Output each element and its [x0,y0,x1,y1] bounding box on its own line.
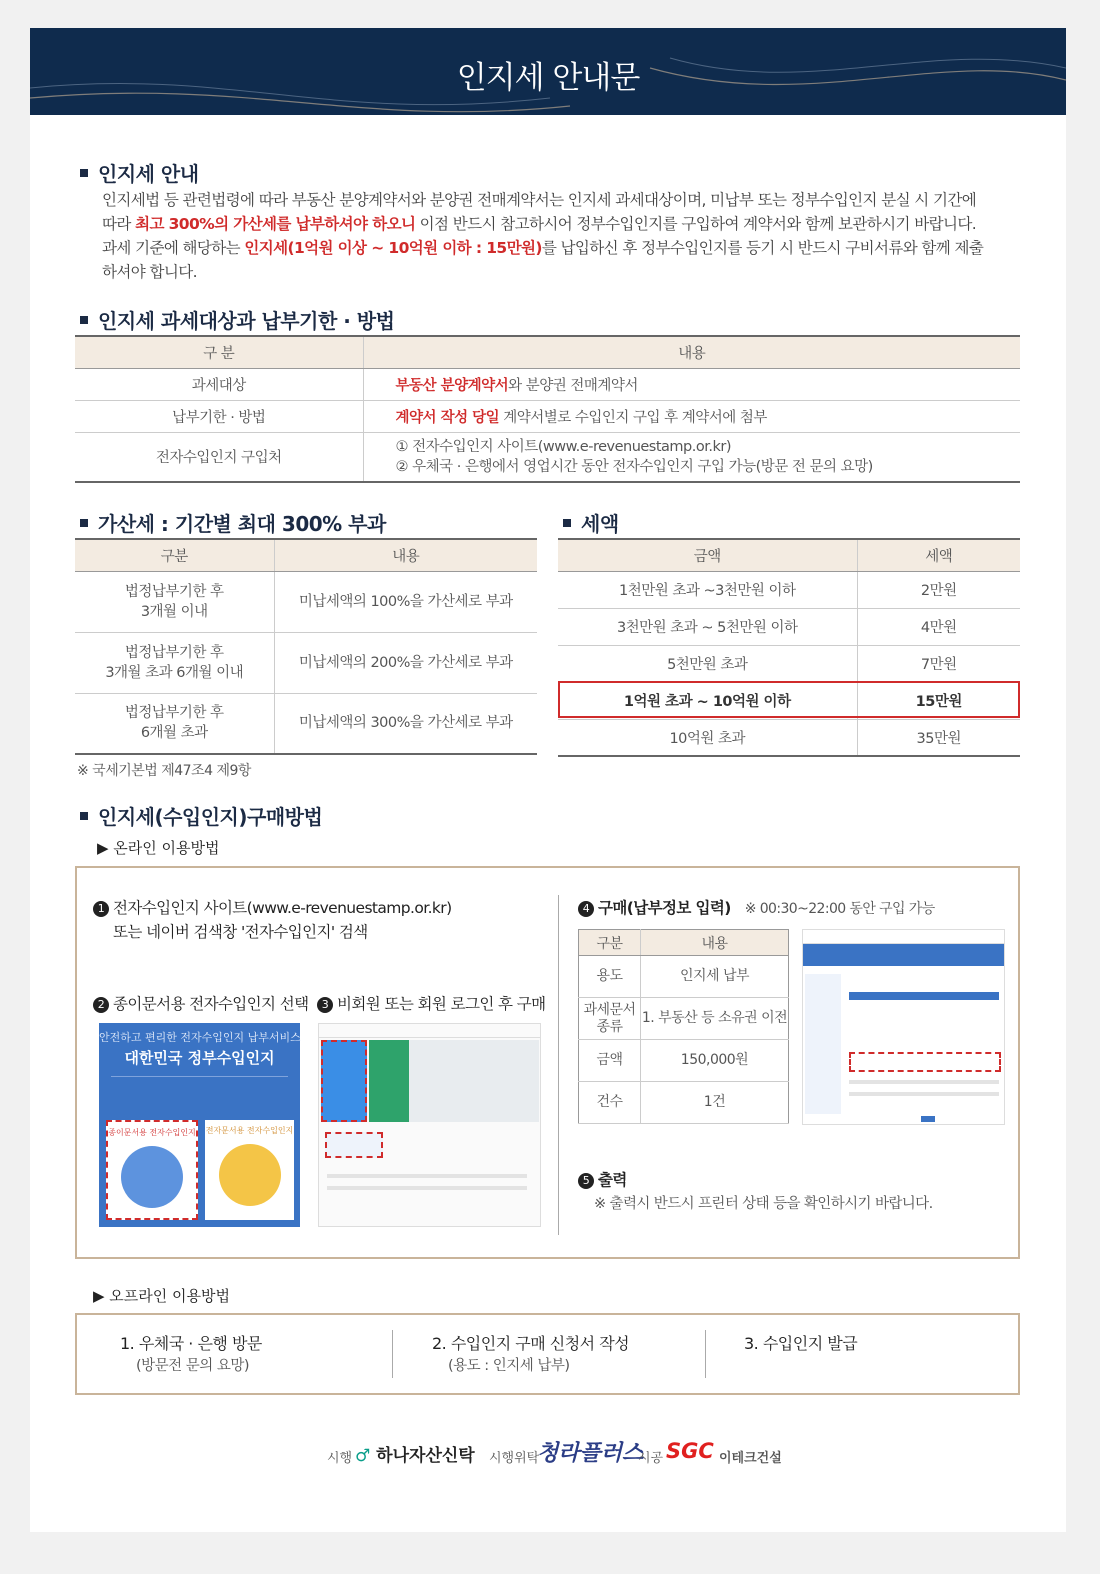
bullet-square-icon [80,316,88,324]
header-banner [30,28,1066,115]
table-row: 용도 인지세 납부 [579,956,789,998]
step-4: 4 구매(납부정보 입력) ※ 00:30~22:00 동안 구입 가능 [578,896,935,921]
table-row: 전자수입인지 구입처 ① 전자수입인지 사이트(www.e-revenuestamp.or.kr) ② 우체국 · 은행에서 영업시간 동안 전자수입인지 구입 가능(방문 전 문의 요망) [75,432,1020,482]
section-heading-guide: 인지세 안내 [80,158,199,187]
bullet-square-icon [80,812,88,820]
table-row: 건수 1건 [579,1082,789,1124]
screenshot-purchase-form [802,929,1005,1125]
footer-label-builder: 시공 [638,1451,664,1466]
bullet-square-icon [80,519,88,527]
section-heading-purchase: 인지세(수입인지)구매방법 [80,801,322,830]
divider [392,1330,393,1378]
page-title: 인지세 안내문 [456,60,640,96]
section-heading-taxable: 인지세 과세대상과 납부기한 · 방법 [80,305,394,334]
guide-paragraph: 인지세법 등 관련법령에 따라 부동산 분양계약서와 분양권 전매계약서는 인지세 과세대상이며, 미납부 또는 정부수입인지 분실 시 기간에 따라 최고 300%의 가산세를 납부하셔야 하오니 이점 반드시 참고하시어 정부수입인지를 구입하여 계약서와 함께 보관하시기 바랍니다. 과세 기준에 해당하는 인지세(1억원 이상 ~ 10억원 이하 : 15만원)를 납입하신 후 정부수입인지를 등기 시 반드시 구비서류와 함께 제출 하셔야 합니다. [102,191,984,281]
table-row: 납부기한 · 방법 계약서 작성 당일 계약서별로 수입인지 구입 후 계약서에 첨부 [75,400,1020,432]
table-row: 법정납부기한 후 6개월 초과 미납세액의 300%을 가산세로 부과 [75,693,537,754]
payment-info-table: 구분 내용 용도 인지세 납부 과세문서 종류 1. 부동산 등 소유권 이전 금액 150,000원 건수 1건 [578,929,789,1124]
section-heading-penalty: 가산세 : 기간별 최대 300% 부과 [80,508,386,537]
offline-label: ▶ 오프라인 이용방법 [93,1287,230,1305]
table-row: 과세대상 부동산 분양계약서와 분양권 전매계약서 [75,368,1020,400]
table-row: 금액 150,000원 [579,1040,789,1082]
section-heading-rate: 세액 [563,508,619,537]
table-row: 법정납부기한 후 3개월 이내 미납세액의 100%을 가산세로 부과 [75,571,537,632]
law-note: ※ 국세기본법 제47조4 제9항 [77,763,251,779]
table-row: 1천만원 초과 ~3천만원 이하 2만원 [558,571,1020,608]
footer-label-trustee: 시행위탁 [489,1451,540,1466]
input-area[interactable] [849,1052,1001,1072]
step-1: 1 전자수입인지 사이트(www.e-revenuestamp.or.kr) 또는 네이버 검색창 '전자수입인지' 검색 [93,896,452,944]
table-row: 3천만원 초과 ~ 5천만원 이하 4만원 [558,608,1020,645]
step-2: 2 종이문서용 전자수입인지 선택 [93,992,309,1016]
hana-logo: ♂ 하나자산신탁 [355,1446,475,1466]
screenshot-paper-stamp: 안전하고 편리한 전자수입인지 납부서비스 대한민국 정부수입인지 종이문서용 전자수입인지 전자문서용 전자수입인지 [99,1023,300,1227]
chungra-logo: 청라플러스 [537,1440,644,1466]
buy-tile[interactable] [321,1040,367,1122]
hana-mark-icon: ♂ [355,1446,371,1466]
offline-step-1: 1. 우체국 · 은행 방문 (방문전 문의 요망) [120,1334,262,1374]
table-row: 과세문서 종류 1. 부동산 등 소유권 이전 [579,998,789,1040]
table-row: 법정납부기한 후 3개월 초과 6개월 이내 미납세액의 200%을 가산세로 부과 [75,632,537,693]
login-box[interactable] [325,1132,383,1158]
table-row: 10억원 초과 35만원 [558,719,1020,756]
table-row-highlighted: 1억원 초과 ~ 10억원 이하 15만원 [558,682,1020,719]
bullet-square-icon [563,519,571,527]
document-icon [121,1146,183,1208]
submit-button[interactable] [921,1116,935,1122]
rate-table: 금액 세액 1천만원 초과 ~3천만원 이하 2만원 3천만원 초과 ~ 5천만원 이하 4만원 5천만원 초과 7만원 1억원 초과 ~ 10억원 이하 15만원 10억원 초과 35만원 [558,538,1020,757]
screenshot-login [318,1023,541,1227]
table-row: 5천만원 초과 7만원 [558,645,1020,682]
etech-label: 이테크건설 [719,1451,782,1466]
divider [705,1330,706,1378]
card-electronic[interactable]: 전자문서용 전자수입인지 [205,1120,294,1220]
sgc-logo: SGC [666,1439,714,1463]
tablet-icon [219,1144,281,1206]
bullet-square-icon [80,169,88,177]
highlight-box [558,681,1020,718]
card-paper[interactable]: 종이문서용 전자수입인지 [106,1120,198,1220]
online-label: ▶ 온라인 이용방법 [97,839,220,857]
penalty-table: 구분 내용 법정납부기한 후 3개월 이내 미납세액의 100%을 가산세로 부과 법정납부기한 후 3개월 초과 6개월 이내 미납세액의 200%을 가산세로 부과 법정납부기한 후 6개월 초과 미납세액의 300%을 가산세로 부과 [75,538,537,755]
footer-label-developer: 시행 [327,1451,353,1466]
divider [558,895,559,1235]
step-5: 5 출력 ※ 출력시 반드시 프린터 상태 등을 확인하시기 바랍니다. [578,1168,933,1216]
offline-step-3: 3. 수입인지 발급 [744,1334,858,1353]
taxable-table: 구 분 내용 과세대상 부동산 분양계약서와 분양권 전매계약서 납부기한 · 방법 계약서 작성 당일 계약서별로 수입인지 구입 후 계약서에 첨부 전자수입인지 구입처 ① 전자수입인지 사이트(www.e-revenuestamp.or.kr) ② 우체국 · 은행에서 영업시간 동안 전자수입인지 구입 가능(방문 전 문의 요망) [75,335,1020,483]
offline-step-2: 2. 수입인지 구매 신청서 작성 (용도 : 인지세 납부) [432,1334,630,1374]
step-3: 3 비회원 또는 회원 로그인 후 구매 [317,992,546,1016]
